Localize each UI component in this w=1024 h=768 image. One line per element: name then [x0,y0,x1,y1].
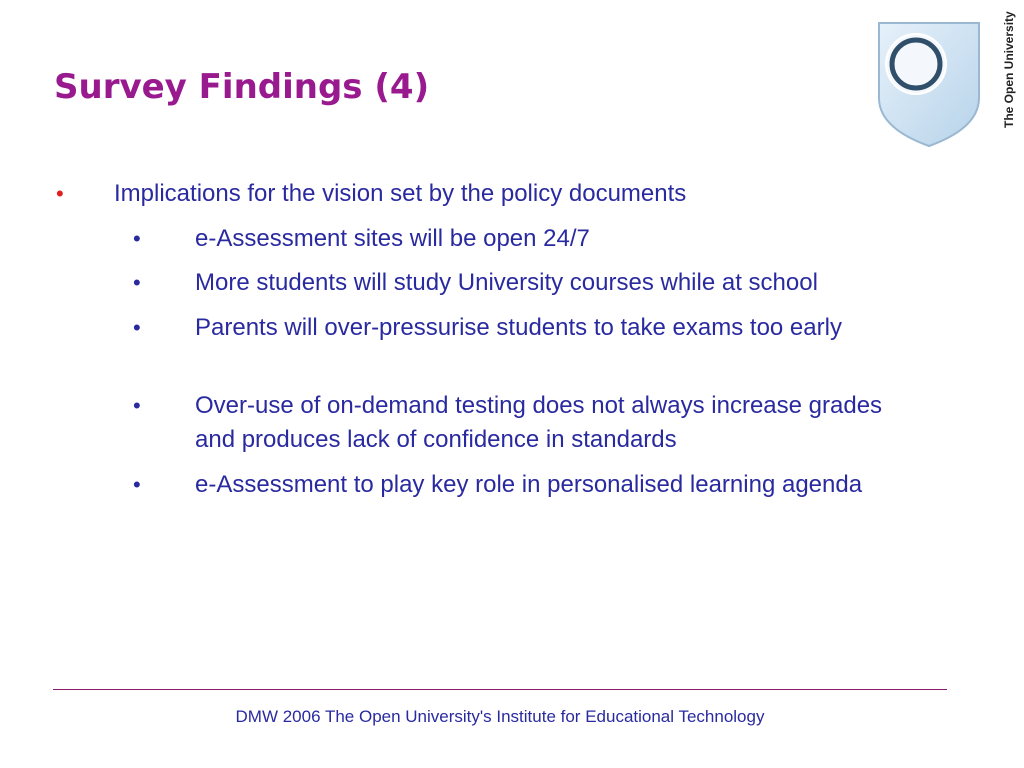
bullet-text: Over-use of on-demand testing does not always increase grades and produces lack of confidence in standards [195,392,883,453]
bullet-text: Implications for the vision set by the policy documents [114,180,687,207]
bullet-text: More students will study University courses while at school [195,269,818,296]
footer-divider [53,689,947,690]
bullet-marker: • [133,315,141,340]
bullet-item [133,389,943,457]
bullet-item [133,222,943,256]
bullet-marker: • [133,472,141,497]
bullet-item [133,311,943,379]
bullet-item [133,266,943,300]
bullet-item [56,177,836,211]
bullet-text: e-Assessment to play key role in personalised learning agenda [195,471,863,498]
footer-text: DMW 2006 The Open University's Institute for Educational Technology [235,707,765,726]
bullet-item [133,468,943,536]
bullet-marker: • [133,226,141,251]
bullet-text: Parents will over-pressurise students to take exams too early [195,314,842,341]
bullet-marker: • [56,181,64,206]
slide-title: Survey Findings (4) [54,67,430,107]
bullet-marker: • [133,270,141,295]
logo-text: The Open University [1002,11,1016,128]
bullet-marker: • [133,393,141,418]
bullet-text: e-Assessment sites will be open 24/7 [195,225,590,252]
